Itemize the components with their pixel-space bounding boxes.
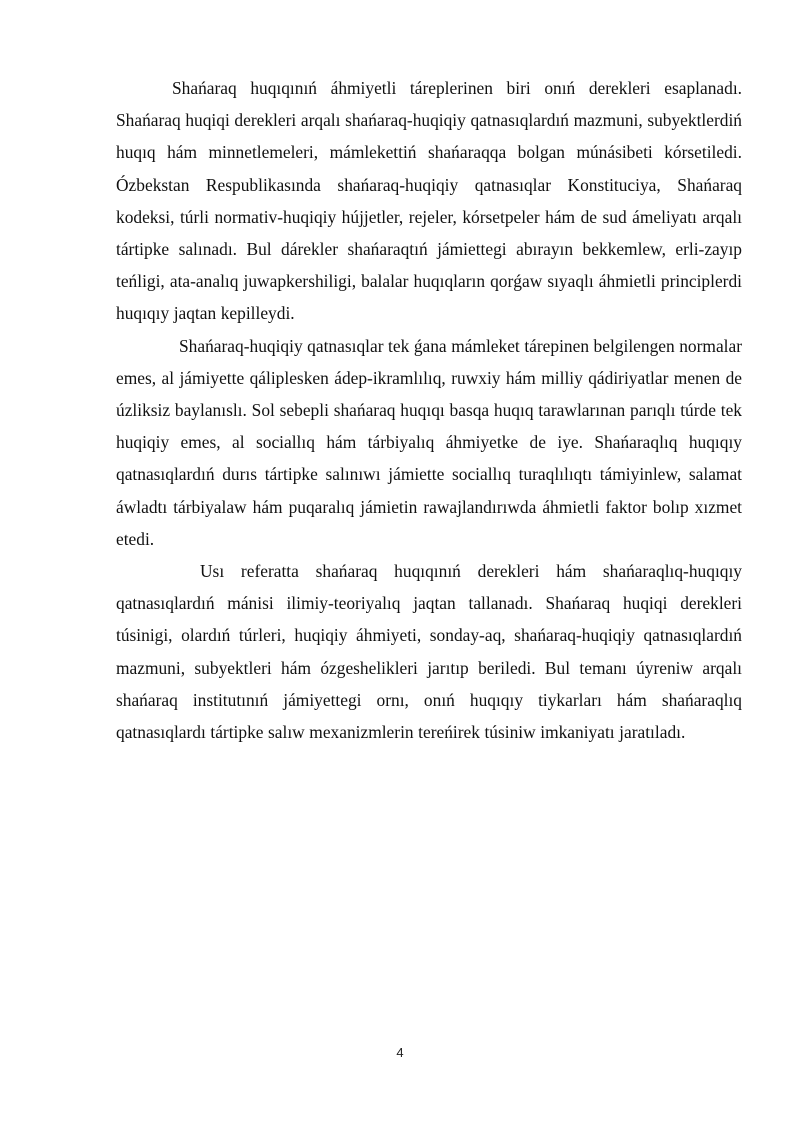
paragraph-1: Shańaraq huqıqınıń áhmiyetli táreplerinen biri onıń derekleri esaplanadı. Shańaraq huqiqi derekleri arqalı shańaraq-huqiqiy qatnasıqlardıń mazmuni, subyektlerdiń huqıq hám minnetlemeleri, mámlekettiń shańaraqqa bolgan múnásibeti kórsetiledi. Ózbekstan Respublikasında shańaraq-huqiqiy qatnasıqlar Konstituciya, Shańaraq kodeksi, túrli normativ-huqiqiy hújjetler, rejeler, kórsetpeler hám de sud ámeliyatı arqalı tártipke salınadı. Bul dárekler shańaraqtıń jámiettegi abırayın bekkemlew, erli-zayıp teńligi, ata-analıq juwapkershiligi, balalar huqıqların qorǵaw sıyaqlı áhmietli principlerdi huqıqıy jaqtan kepilleydi. — [116, 78, 742, 324]
page-number: 4 — [396, 1045, 404, 1060]
body-text — [116, 72, 742, 748]
paragraph-3: Usı referatta shańaraq huqıqınıń derekleri hám shańaraqlıq-huqıqıy qatnasıqlardıń mánisi ilimiy-teoriyalıq jaqtan tallanadı. Shańaraq huqiqi derekleri túsinigi, olardıń túrleri, huqiqiy áhmiyeti, sonday-aq, shańaraq-huqiqiy qatnasıqlardıń mazmuni, subyektleri hám ózgeshelikleri jarıtıp beriledi. Bul temanı úyreniw arqalı shańaraq institutınıń jámiyettegi ornı, onıń huqıqıy tiykarları hám shańaraqlıq qatnasıqlardı tártipke salıw mexanizmlerin tereńirek túsiniw imkaniyatı jaratıladı. — [116, 561, 742, 743]
paragraph-2: Shańaraq-huqiqiy qatnasıqlar tek ǵana mámleket tárepinen belgilengen normalar emes, al jámiyette qáliplesken ádep-ikramlılıq, ruwxiy hám milliy qádiriyatlar menen de úzliksiz baylanıslı. Sol sebepli shańaraq huqıqı basqa huqıq tarawlarınan parıqlı túrde tek huqiqiy emes, al sociallıq hám tárbiyalıq áhmiyetke de iye. Shańaraqlıq huqıqıy qatnasıqlardıń durıs tártipke salınıwı jámiette sociallıq turaqlılıqtı támiyinlew, salamat áwladtı tárbiyalaw hám puqaralıq jámietin rawajlandırıwda áhmietli faktor bolıp xızmet etedi. — [116, 335, 743, 549]
